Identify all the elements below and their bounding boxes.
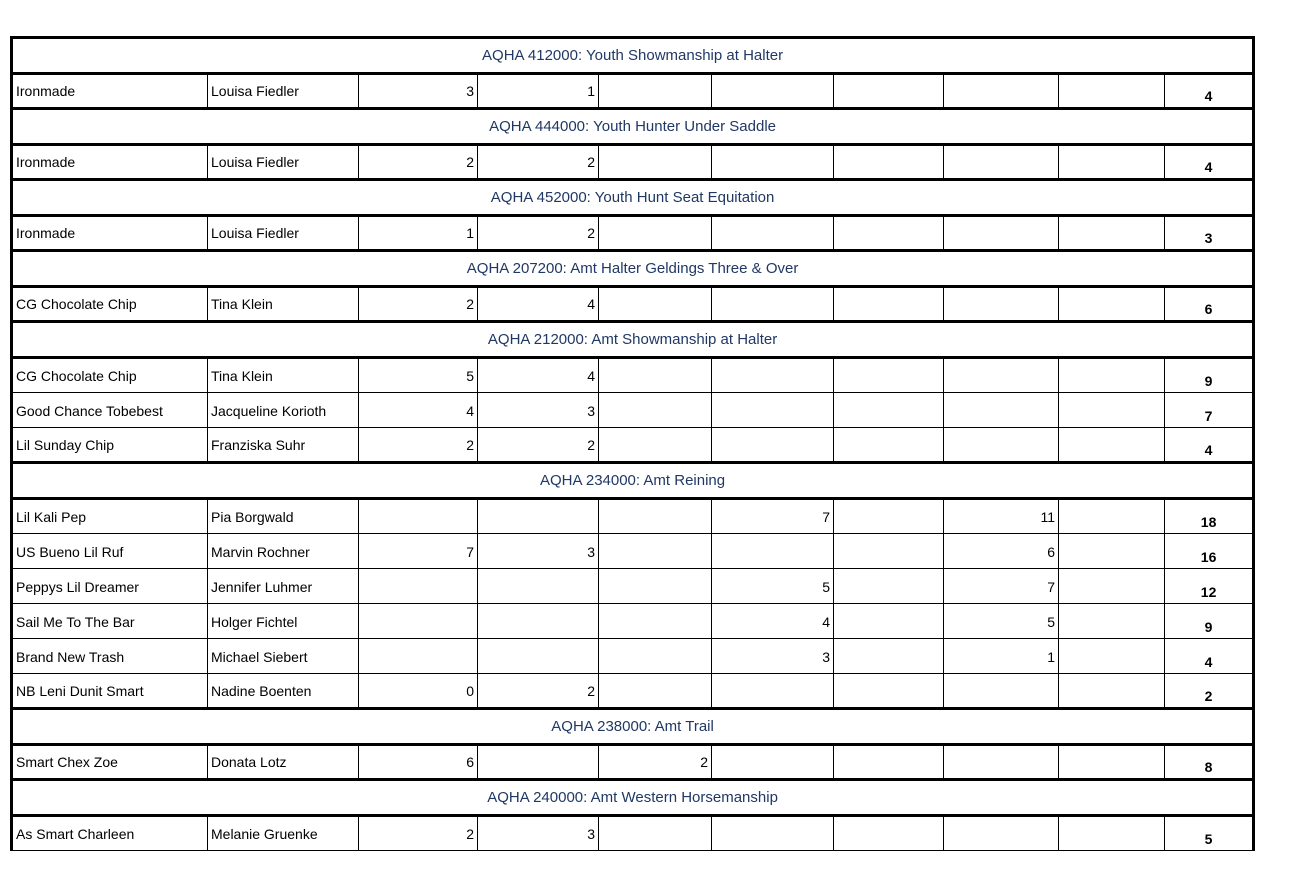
total-points: 4 xyxy=(1165,639,1254,674)
rider-name: Marvin Rochner xyxy=(208,534,359,569)
points-cell: 4 xyxy=(712,604,834,639)
points-cell xyxy=(599,604,712,639)
points-cell xyxy=(1059,745,1165,780)
table-row xyxy=(12,569,1254,604)
points-cell: 3 xyxy=(712,639,834,674)
points-cell xyxy=(599,816,712,851)
points-cell xyxy=(1059,287,1165,322)
points-cell xyxy=(478,639,599,674)
points-cell xyxy=(1059,499,1165,534)
points-cell: 4 xyxy=(478,358,599,393)
points-cell xyxy=(944,745,1059,780)
points-cell: 1 xyxy=(944,639,1059,674)
points-cell xyxy=(1059,74,1165,109)
points-cell: 0 xyxy=(359,674,478,709)
points-cell: 2 xyxy=(478,674,599,709)
class-header-row xyxy=(12,322,1254,358)
points-cell xyxy=(712,745,834,780)
points-cell xyxy=(1059,145,1165,180)
class-title: AQHA 234000: Amt Reining xyxy=(12,463,1254,499)
points-cell xyxy=(712,216,834,251)
points-cell: 2 xyxy=(359,816,478,851)
points-cell xyxy=(599,74,712,109)
points-cell: 2 xyxy=(599,745,712,780)
class-title: AQHA 412000: Youth Showmanship at Halter xyxy=(12,38,1254,74)
horse-name: Brand New Trash xyxy=(12,639,208,674)
points-cell xyxy=(599,569,712,604)
points-cell xyxy=(834,569,944,604)
points-cell xyxy=(599,358,712,393)
table-row xyxy=(12,145,1254,180)
points-cell xyxy=(478,745,599,780)
rider-name: Tina Klein xyxy=(208,287,359,322)
total-points: 12 xyxy=(1165,569,1254,604)
rider-name: Jennifer Luhmer xyxy=(208,569,359,604)
total-points: 4 xyxy=(1165,145,1254,180)
points-cell xyxy=(834,393,944,428)
points-cell xyxy=(834,816,944,851)
horse-name: Ironmade xyxy=(12,216,208,251)
total-points: 7 xyxy=(1165,393,1254,428)
total-points: 4 xyxy=(1165,428,1254,463)
points-cell xyxy=(944,816,1059,851)
points-cell xyxy=(359,569,478,604)
total-points: 16 xyxy=(1165,534,1254,569)
points-cell xyxy=(712,287,834,322)
points-cell: 2 xyxy=(478,216,599,251)
table-row xyxy=(12,534,1254,569)
points-cell: 3 xyxy=(359,74,478,109)
rider-name: Holger Fichtel xyxy=(208,604,359,639)
points-cell xyxy=(712,358,834,393)
rider-name: Michael Siebert xyxy=(208,639,359,674)
points-cell xyxy=(599,428,712,463)
total-points: 5 xyxy=(1165,816,1254,851)
points-cell xyxy=(834,534,944,569)
horse-name: NB Leni Dunit Smart xyxy=(12,674,208,709)
points-cell xyxy=(944,287,1059,322)
total-points: 9 xyxy=(1165,604,1254,639)
points-cell xyxy=(944,674,1059,709)
points-cell xyxy=(599,287,712,322)
table-row xyxy=(12,74,1254,109)
rider-name: Jacqueline Korioth xyxy=(208,393,359,428)
points-cell: 2 xyxy=(478,428,599,463)
horse-name: Sail Me To The Bar xyxy=(12,604,208,639)
points-cell xyxy=(712,816,834,851)
rider-name: Tina Klein xyxy=(208,358,359,393)
table-row xyxy=(12,216,1254,251)
points-cell xyxy=(944,216,1059,251)
horse-name: CG Chocolate Chip xyxy=(12,358,208,393)
points-cell xyxy=(834,674,944,709)
points-cell xyxy=(1059,216,1165,251)
class-title: AQHA 238000: Amt Trail xyxy=(12,709,1254,745)
table-row xyxy=(12,287,1254,322)
class-title: AQHA 212000: Amt Showmanship at Halter xyxy=(12,322,1254,358)
total-points: 9 xyxy=(1165,358,1254,393)
points-cell xyxy=(599,145,712,180)
points-cell xyxy=(1059,569,1165,604)
points-cell xyxy=(359,499,478,534)
points-cell xyxy=(1059,534,1165,569)
points-cell xyxy=(712,534,834,569)
points-cell xyxy=(1059,816,1165,851)
table-row xyxy=(12,745,1254,780)
table-row xyxy=(12,499,1254,534)
class-header-row xyxy=(12,709,1254,745)
table-row xyxy=(12,674,1254,709)
points-cell: 3 xyxy=(478,393,599,428)
total-points: 2 xyxy=(1165,674,1254,709)
points-cell xyxy=(834,216,944,251)
total-points: 3 xyxy=(1165,216,1254,251)
points-cell xyxy=(834,745,944,780)
horse-name: Lil Kali Pep xyxy=(12,499,208,534)
points-cell xyxy=(599,499,712,534)
points-cell: 2 xyxy=(359,428,478,463)
horse-name: Good Chance Tobebest xyxy=(12,393,208,428)
points-cell: 11 xyxy=(944,499,1059,534)
points-cell xyxy=(359,604,478,639)
horse-name: Smart Chex Zoe xyxy=(12,745,208,780)
points-cell: 7 xyxy=(712,499,834,534)
points-cell: 1 xyxy=(359,216,478,251)
points-cell xyxy=(944,428,1059,463)
class-header-row xyxy=(12,463,1254,499)
table-row xyxy=(12,639,1254,674)
points-cell xyxy=(1059,674,1165,709)
points-cell xyxy=(834,499,944,534)
points-cell: 7 xyxy=(944,569,1059,604)
rider-name: Louisa Fiedler xyxy=(208,216,359,251)
total-points: 6 xyxy=(1165,287,1254,322)
horse-name: Peppys Lil Dreamer xyxy=(12,569,208,604)
points-cell: 5 xyxy=(944,604,1059,639)
points-cell: 5 xyxy=(712,569,834,604)
rider-name: Donata Lotz xyxy=(208,745,359,780)
table-row xyxy=(12,393,1254,428)
class-header-row xyxy=(12,251,1254,287)
points-cell: 3 xyxy=(478,816,599,851)
points-cell xyxy=(599,393,712,428)
horse-name: As Smart Charleen xyxy=(12,816,208,851)
horse-name: Lil Sunday Chip xyxy=(12,428,208,463)
points-cell xyxy=(599,534,712,569)
rider-name: Pia Borgwald xyxy=(208,499,359,534)
total-points: 4 xyxy=(1165,74,1254,109)
points-cell xyxy=(1059,639,1165,674)
points-cell xyxy=(834,74,944,109)
horse-name: CG Chocolate Chip xyxy=(12,287,208,322)
points-cell: 7 xyxy=(359,534,478,569)
points-cell xyxy=(944,74,1059,109)
points-cell: 6 xyxy=(359,745,478,780)
points-cell xyxy=(944,358,1059,393)
points-cell xyxy=(834,287,944,322)
points-cell xyxy=(712,674,834,709)
points-cell xyxy=(834,604,944,639)
class-header-row xyxy=(12,109,1254,145)
horse-name: Ironmade xyxy=(12,74,208,109)
results-body xyxy=(12,38,1254,851)
points-cell xyxy=(712,145,834,180)
class-title: AQHA 240000: Amt Western Horsemanship xyxy=(12,780,1254,816)
points-cell xyxy=(834,639,944,674)
points-cell xyxy=(944,145,1059,180)
points-cell xyxy=(1059,393,1165,428)
total-points: 18 xyxy=(1165,499,1254,534)
results-sheet xyxy=(10,36,1255,851)
points-cell: 2 xyxy=(359,145,478,180)
points-cell xyxy=(599,216,712,251)
points-cell xyxy=(1059,428,1165,463)
class-header-row xyxy=(12,780,1254,816)
points-cell xyxy=(712,393,834,428)
points-cell: 3 xyxy=(478,534,599,569)
points-cell xyxy=(478,569,599,604)
points-cell xyxy=(712,74,834,109)
table-row xyxy=(12,358,1254,393)
horse-name: US Bueno Lil Ruf xyxy=(12,534,208,569)
points-cell: 4 xyxy=(478,287,599,322)
points-cell xyxy=(478,499,599,534)
points-cell xyxy=(834,145,944,180)
points-cell xyxy=(1059,358,1165,393)
points-cell xyxy=(1059,604,1165,639)
rider-name: Nadine Boenten xyxy=(208,674,359,709)
points-cell: 4 xyxy=(359,393,478,428)
class-title: AQHA 444000: Youth Hunter Under Saddle xyxy=(12,109,1254,145)
class-title: AQHA 452000: Youth Hunt Seat Equitation xyxy=(12,180,1254,216)
points-cell: 2 xyxy=(359,287,478,322)
points-cell: 1 xyxy=(478,74,599,109)
points-cell xyxy=(944,393,1059,428)
table-row xyxy=(12,604,1254,639)
rider-name: Melanie Gruenke xyxy=(208,816,359,851)
table-row xyxy=(12,816,1254,851)
class-header-row xyxy=(12,38,1254,74)
rider-name: Louisa Fiedler xyxy=(208,74,359,109)
points-cell xyxy=(599,639,712,674)
points-cell xyxy=(359,639,478,674)
class-title: AQHA 207200: Amt Halter Geldings Three & Over xyxy=(12,251,1254,287)
total-points: 8 xyxy=(1165,745,1254,780)
points-cell: 5 xyxy=(359,358,478,393)
points-cell xyxy=(834,428,944,463)
table-row xyxy=(12,428,1254,463)
points-cell xyxy=(478,604,599,639)
points-cell xyxy=(599,674,712,709)
rider-name: Franziska Suhr xyxy=(208,428,359,463)
points-cell: 6 xyxy=(944,534,1059,569)
points-cell xyxy=(712,428,834,463)
class-header-row xyxy=(12,180,1254,216)
rider-name: Louisa Fiedler xyxy=(208,145,359,180)
points-cell xyxy=(834,358,944,393)
horse-name: Ironmade xyxy=(12,145,208,180)
points-cell: 2 xyxy=(478,145,599,180)
